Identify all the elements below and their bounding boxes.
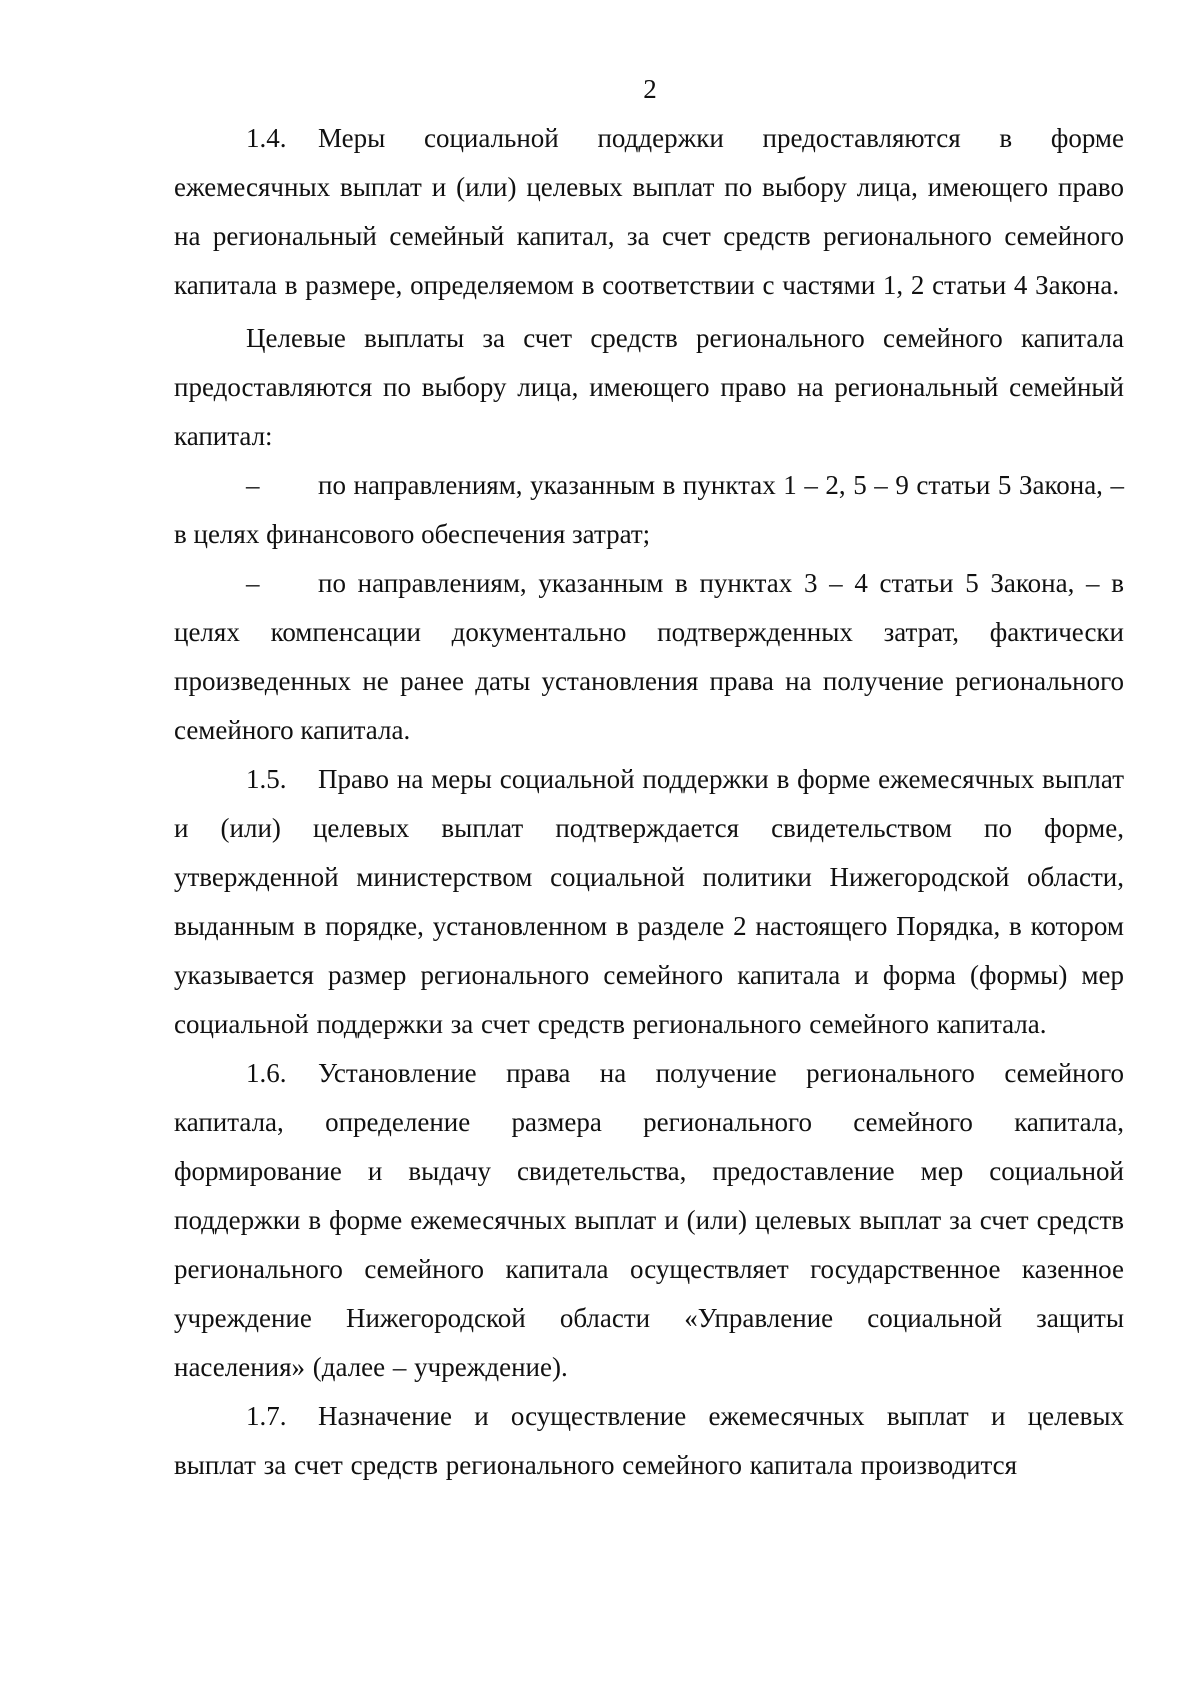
paragraph-1-6 <box>174 1049 1124 1392</box>
paragraph-text: Установление права на получение регионального семейного капитала, определение размера регионального семейного капитала, формирование и выдачу свидетельства, предоставление мер социальной поддержки в форме ежемесячных выплат и (или) целевых выплат за счет средств регионального семейного капитала осуществляет государственное казенное учреждение Нижегородской области «Управление социальной защиты населения» (далее – учреждение). <box>174 1058 1124 1382</box>
paragraph-text: Меры социальной поддержки предоставляются в форме ежемесячных выплат и (или) целевых выплат по выбору лица, имеющего право на региональный семейный капитал, за счет средств регионального семейного капитала в размере, определяемом в соответствии с частями 1, 2 статьи 4 Закона. <box>174 123 1124 300</box>
paragraph-text: Целевые выплаты за счет средств регионального семейного капитала предоставляются по выбору лица, имеющего право на региональный семейный капитал: <box>174 323 1124 451</box>
page-number: 2 <box>643 74 657 104</box>
paragraph-1-4 <box>174 114 1124 310</box>
paragraph-number: 1.7. <box>246 1401 287 1431</box>
paragraph-target-payments <box>174 314 1124 461</box>
paragraph-1-5 <box>174 755 1124 1049</box>
paragraph-number: 1.5. <box>246 764 287 794</box>
list-item-dash-1 <box>174 461 1124 559</box>
list-item-dash-2 <box>174 559 1124 755</box>
list-item-text: по направлениям, указанным в пунктах 1 – 2, 5 – 9 статьи 5 Закона, – в целях финансового обеспечения затрат; <box>174 470 1124 549</box>
paragraph-1-7 <box>174 1392 1124 1490</box>
document-body <box>174 114 1124 1490</box>
list-item-text: по направлениям, указанным в пунктах 3 – 4 статьи 5 Закона, – в целях компенсации документально подтвержденных затрат, фактически произведенных не ранее даты установления права на получение регионального семейного капитала. <box>174 568 1124 745</box>
paragraph-text: Назначение и осуществление ежемесячных выплат и целевых выплат за счет средств регионального семейного капитала производится <box>174 1401 1124 1480</box>
dash-marker: – <box>246 568 260 598</box>
paragraph-number: 1.4. <box>246 123 287 153</box>
paragraph-text: Право на меры социальной поддержки в форме ежемесячных выплат и (или) целевых выплат подтверждается свидетельством по форме, утвержденной министерством социальной политики Нижегородской области, выданным в порядке, установленном в разделе 2 настоящего Порядка, в котором указывается размер регионального семейного капитала и форма (формы) мер социальной поддержки за счет средств регионального семейного капитала. <box>174 764 1124 1039</box>
paragraph-number: 1.6. <box>246 1058 287 1088</box>
dash-marker: – <box>246 470 260 500</box>
